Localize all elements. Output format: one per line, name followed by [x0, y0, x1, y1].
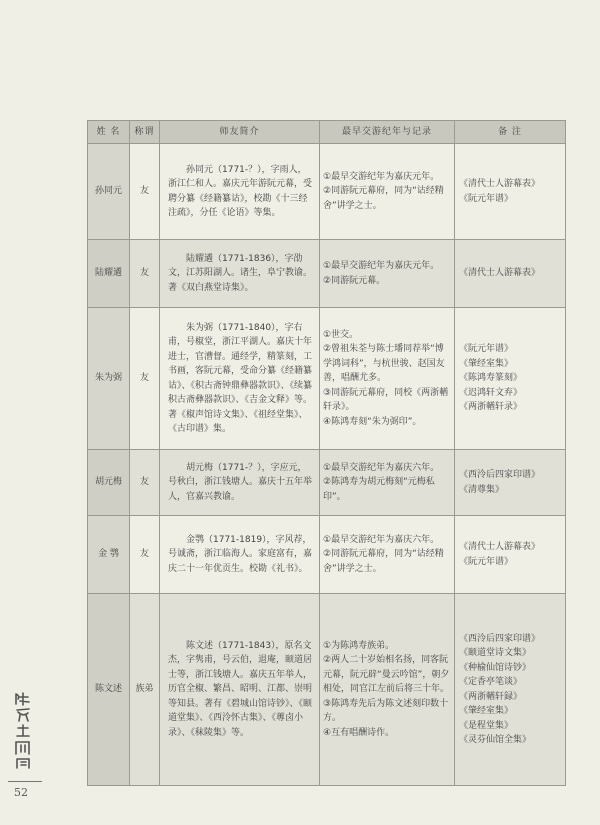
cell-bio: 朱为弼（1771-1840），字右甫，号椒堂，浙江平湖人。嘉庆十年进士，官漕督。通经学，精篆刻，工书画，客阮元幕，受命分纂《经籍纂诂》、《积古斋钟鼎彝器款识》、《续纂积古斋彝器款识》、《吉金文释》等。著《椒声馆诗文集》、《祖经堂集》、《古印谱》集。: [160, 308, 320, 450]
cell-name: 陆耀遹: [88, 240, 130, 308]
record-line: ①为陈鸿寿族弟。: [323, 640, 395, 651]
cell-title: 族弟: [130, 594, 160, 786]
record-line: ①最早交游纪年为嘉庆六年。: [323, 462, 440, 473]
table-row: [88, 594, 566, 786]
record-line: ②同游阮元幕。: [323, 275, 386, 286]
cell-bio: 胡元梅（1771-？），字应元，号秋白，浙江钱塘人。嘉庆十五年举人，官嘉兴教谕。: [160, 450, 320, 516]
note-line: 《西泠后四家印谱》: [459, 470, 541, 480]
cell-bio: 陆耀遹（1771-1836），字劭文，江苏阳湖人。诸生，阜宁教谕。著《双白燕堂诗集》。: [160, 240, 320, 308]
cell-title: 友: [130, 516, 160, 594]
note-line: 《清代士人游幕表》: [459, 179, 541, 189]
table-row: [88, 240, 566, 308]
header-records: 最早交游纪年与记录: [320, 121, 455, 144]
cell-notes: [455, 594, 566, 786]
cell-records: [320, 450, 455, 516]
record-line: ③陈鸿寿先后为陈文述刻印数十方。: [323, 698, 449, 724]
cell-name: 陈文述: [88, 594, 130, 786]
note-line: 《阮元年谱》: [459, 344, 514, 355]
table-header: [88, 121, 566, 144]
note-line: 《阮元年谱》: [459, 193, 514, 204]
note-line: 《灵芬仙馆全集》: [459, 735, 532, 745]
cell-bio: 孙同元（1771-？），字雨人，浙江仁和人。嘉庆元年游阮元幕，受聘分纂《经籍纂诂》，校勘《十三经注疏》，分任《论语》等集。: [160, 144, 320, 240]
note-line: 《阮元年谱》: [459, 556, 514, 567]
note-line: 《颐道堂诗文集》: [459, 648, 532, 658]
cell-title: 友: [130, 144, 160, 240]
note-line: 《清尊集》: [459, 484, 505, 495]
cell-name: 朱为弼: [88, 308, 130, 450]
header-notes: 备 注: [455, 121, 566, 144]
header-title: 称谓: [130, 121, 160, 144]
record-line: ①最早交游纪年为嘉庆元年。: [323, 261, 440, 271]
cell-name: 金 鹗: [88, 516, 130, 594]
note-line: 《定香亭笔谈》: [459, 677, 523, 687]
header-bio: 师友简介: [160, 121, 320, 144]
cell-records: [320, 594, 455, 786]
cell-name: 孙同元: [88, 144, 130, 240]
note-line: 《肇经室集》: [459, 358, 514, 369]
note-line: 《种榆仙馆诗钞》: [459, 662, 532, 673]
table-row: [88, 144, 566, 240]
calligraphy-seal: [12, 690, 34, 770]
cell-notes: [455, 240, 566, 308]
record-line: ①最早交游纪年为嘉庆元年。: [323, 171, 440, 182]
record-line: ①世交。: [323, 329, 359, 340]
friends-table: [87, 120, 566, 786]
record-line: ②曾祖朱荃与陈士璠同荐举“博学鸿词科”，与杭世骏、赵国友善，唱酬尤多。: [323, 344, 445, 384]
note-line: 《迟鸿轩文弃》: [459, 387, 523, 398]
note-line: 《清代士人游幕表》: [459, 542, 541, 552]
cell-notes: [455, 308, 566, 450]
record-line: ③同游阮元幕府，同校《两浙輶轩录》。: [323, 387, 449, 413]
page-number-rule: [8, 781, 42, 782]
note-line: 《是程堂集》: [459, 720, 514, 731]
note-line: 《两浙輶轩録》: [459, 691, 523, 702]
note-line: 《清代士人游幕表》: [459, 268, 541, 279]
cell-title: 友: [130, 308, 160, 450]
cell-title: 友: [130, 240, 160, 308]
cell-title: 友: [130, 450, 160, 516]
table-row: [88, 516, 566, 594]
note-line: 《陈鸿寿篆刻》: [459, 373, 523, 384]
cell-bio: 金鹗（1771-1819），字风荐，号诚斋，浙江临海人。家庭富有，嘉庆二十一年优贡生。校勘《礼书》。: [160, 516, 320, 594]
cell-notes: [455, 516, 566, 594]
cell-records: [320, 144, 455, 240]
record-line: ④互有唱酬诗作。: [323, 727, 395, 738]
record-line: ④陈鸿寿刻“朱为弼印”。: [323, 416, 422, 427]
note-line: 《两浙輶轩录》: [459, 402, 523, 413]
cell-records: [320, 516, 455, 594]
cell-bio: 陈文述（1771-1843），原名文杰，字隽甫，号云伯，退庵，颐道居士等，浙江钱塘人。嘉庆五年举人，历官全椒、繁昌、昭明、江都、崇明等知县。著有《碧城山馆诗钞》、《颐道堂集》、《西泠怀古集》、《蓴卤小录》、《秣陵集》等。: [160, 594, 320, 786]
cell-records: [320, 308, 455, 450]
cell-records: [320, 240, 455, 308]
header-name: 姓 名: [88, 121, 130, 144]
cell-name: 胡元梅: [88, 450, 130, 516]
table-row: [88, 308, 566, 450]
record-line: ②同游阮元幕府，同为“诂经精舍”讲学之士。: [323, 549, 444, 574]
record-line: ②陈鸿寿为胡元梅刻“元梅私印”。: [323, 477, 435, 502]
record-line: ②同游阮元幕府，同为“诂经精舍”讲学之士。: [323, 186, 444, 211]
note-line: 《西泠后四家印谱》: [459, 633, 541, 644]
table-row: [88, 450, 566, 516]
cell-notes: [455, 450, 566, 516]
record-line: ②两人二十岁始相名扬，同客阮元幕，阮元辟“曼云吟馆”，朝夕相处，同官江左前后将三十年。: [323, 655, 450, 695]
record-line: ①最早交游纪年为嘉庆六年。: [323, 534, 440, 545]
note-line: 《肇经室集》: [459, 706, 514, 716]
page-number: 52: [14, 786, 28, 799]
cell-notes: [455, 144, 566, 240]
